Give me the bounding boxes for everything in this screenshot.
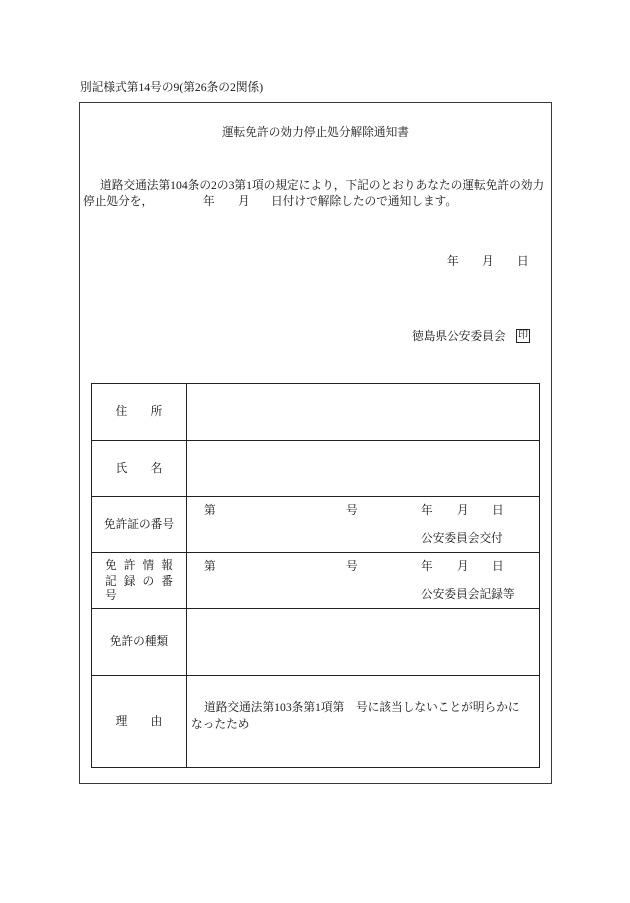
body-line-1: 道路交通法第104条の2の3第1項の規定により，下記のとおりあなたの運転免許の効力 xyxy=(100,179,545,192)
notice-date-month: 月 xyxy=(482,255,494,268)
license-type-label xyxy=(92,609,187,675)
license-issue-year: 年 xyxy=(421,504,433,517)
name-value xyxy=(187,441,539,496)
address-label-text: 住 所 xyxy=(115,405,163,418)
row-name xyxy=(92,440,539,496)
address-label xyxy=(92,384,187,440)
license-issued-by: 公安委員会交付 xyxy=(421,532,503,545)
address-value xyxy=(187,384,539,440)
license-recorded-by: 公安委員会記録等 xyxy=(421,588,515,601)
license-issue-day: 日 xyxy=(492,504,504,517)
name-label-text: 氏 名 xyxy=(115,461,163,475)
reason-text-line-1: 道路交通法第103条第1項第 号に該当しないことが明らかに xyxy=(204,701,520,714)
seal-mark: 印 xyxy=(518,330,528,341)
license-record-prefix: 第 xyxy=(204,560,216,573)
notice-date-day: 日 xyxy=(517,255,529,268)
body-line-2-year: 年 xyxy=(203,195,215,208)
reason-value xyxy=(187,676,539,767)
row-license-type xyxy=(92,608,539,675)
row-address xyxy=(92,384,539,440)
license-record-day: 日 xyxy=(492,560,504,573)
license-number-suffix: 号 xyxy=(346,504,358,517)
license-number-label xyxy=(92,497,187,552)
body-line-2-suffix: 日付けで解除したので通知します。 xyxy=(271,195,458,208)
document-title: 運転免許の効力停止処分解除通知書 xyxy=(221,126,409,139)
license-number-prefix: 第 xyxy=(204,504,216,517)
license-issue-month: 月 xyxy=(457,504,469,517)
license-number-value xyxy=(187,497,539,552)
license-record-suffix: 号 xyxy=(346,560,358,573)
license-record-number-label xyxy=(92,553,187,608)
license-type-label-text: 免許の種類 xyxy=(109,635,169,648)
row-reason xyxy=(92,675,539,767)
license-record-label-line-1: 免 許 情 報 xyxy=(105,558,173,572)
notice-date-year: 年 xyxy=(447,255,459,268)
row-license-number xyxy=(92,496,539,552)
license-record-year: 年 xyxy=(421,560,433,573)
row-license-record-number xyxy=(92,552,539,608)
form-reference-note: 別記様式第14号の9(第26条の2関係) xyxy=(80,81,264,94)
reason-label xyxy=(92,676,187,767)
reason-label-text: 理 由 xyxy=(115,714,163,728)
license-number-label-text: 免許証の番号 xyxy=(103,517,175,531)
reason-text-line-2: なったため xyxy=(191,718,250,731)
license-type-value xyxy=(187,609,539,675)
name-label xyxy=(92,441,187,496)
details-table xyxy=(91,383,540,768)
license-record-month: 月 xyxy=(457,560,469,573)
issuer-name: 徳島県公安委員会 xyxy=(412,330,506,343)
body-line-2-month: 月 xyxy=(238,195,250,208)
license-record-number-value xyxy=(187,553,539,608)
license-record-label-line-2: 記 録 の 番 号 xyxy=(105,574,173,602)
body-line-2-prefix: 停止処分を， xyxy=(83,195,154,208)
